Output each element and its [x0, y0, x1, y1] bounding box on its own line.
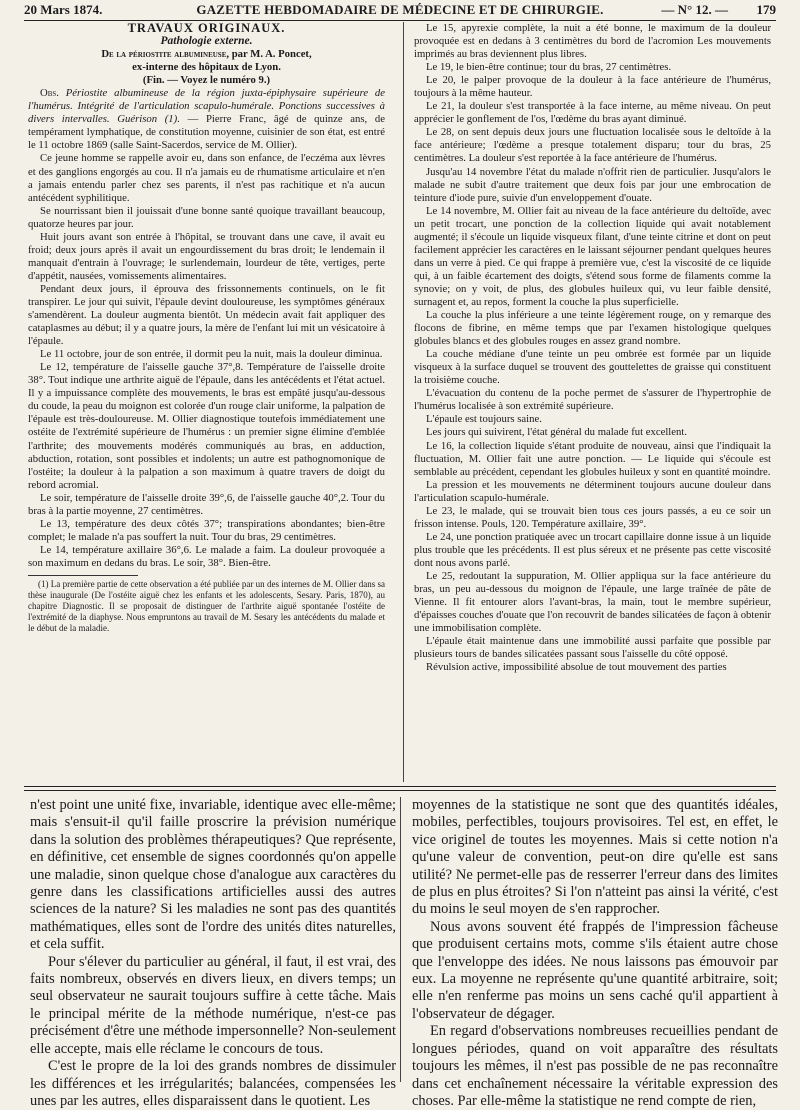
paragraph: Le 13, température des deux côtés 37°; transpirations abondantes; bien-être complet; le malade n'a pas souffert la nuit. Tour du bras, 29 centimètres. [28, 517, 385, 543]
feuilleton-divider [400, 797, 401, 1082]
feuilleton-right-column [412, 797, 778, 1109]
article-author: par M. A. Poncet, [229, 48, 312, 61]
paragraph: Révulsion active, impossibilité absolue de tout mouvement des parties [426, 661, 727, 674]
journal-title: GAZETTE HEBDOMADAIRE DE MÉDECINE ET DE CHIRURGIE. [196, 2, 604, 17]
paragraph: Le 14 novembre, M. Ollier fait au niveau de la face antérieure du deltoïde, avec un petit trocart, une ponction de la collection liquide qui avait notablement augmenté; il s'écoule un liquide visqueux filant, d'une teinte citrine et dont on peut facilement apprécier les caractères en le laissant séjourner pendant quelques heures dans un verre à pied. Ce qui frappe à première vue, c'est la viscosité de ce liquide qui, à un faible écartement des doigts, s'étend sous forme de filaments comme la synovie; on y voit, de plus, des globules huileux qui, vu leur faible densité, surnagent et, au repos, forment la couche la plus superficielle. [414, 204, 771, 308]
paragraph: La pression et les mouvements ne déterminent toujours aucune douleur dans l'articulation scapulo-humérale. [414, 478, 771, 504]
paragraph: Le 23, le malade, qui se trouvait bien tous ces jours passés, a eu ce soir un frisson intense. Pouls, 120. Température axillaire, 39°. [414, 504, 771, 530]
paragraph: n'est point une unité fixe, invariable, identique avec elle-même; mais s'ensuit-il qu'il faille proscrire la prévision numérique dans la solution des problèmes thérapeutiques? Que représente, en définitive, cet ensemble de signes coordonnés qu'on appelle une maladie, sinon quelque chose d'analogue aux caractères du genre dans les classifications artificielles aussi des autres sciences de la nature? Si les maladies ne sont pas des quantités mathématiques, elles sont de l'ordre des unités dites naturelles, et cela suffit. [30, 797, 396, 953]
paragraph: Le 28, on sent depuis deux jours une fluctuation localisée sous le deltoïde à la face antérieure; l'œdème a presque totalement disparu; tour du bras, 25 centimètres. La douleur s'est reportée à la face antérieure de l'humérus. [414, 126, 771, 165]
article-title [28, 48, 385, 61]
paragraph: Nous avons souvent été frappés de l'impression fâcheuse que produisent certains mots, comme s'ils étaient autre chose que l'enveloppe des idées. Ne nous laissons pas émouvoir par eux. La moyenne ne représente qu'une quantité arbitraire, soit; elle n'en renferme pas moins un sens caché qu'il appartient à l'observateur de dégager. [412, 918, 778, 1022]
paragraph: La couche médiane d'une teinte un peu ombrée est formée par un liquide visqueux à la surface duquel se trouvent des gouttelettes de graisse qui constituent la troisième couche. [414, 348, 771, 387]
paragraph: moyennes de la statistique ne sont que des quantités idéales, mobiles, perfectibles, toujours provisoires. Tel est, en effet, le vice originel de toutes les moyennes. Mais si cette notion n'a qu'une valeur de convention, peut-on dire qu'elle est sans utilité? Ne permet-elle pas de resserrer l'erreur dans des limites de plus en plus étroites? Si l'on n'atteint pas ainsi la vérité, c'est du moins le seul moyen de s'en rapprocher. [412, 797, 778, 918]
paragraph: Le 25, redoutant la suppuration, M. Ollier appliqua sur la face antérieure du bras, un peu au-dessous du moignon de l'épaule, une large traînée de pâte de Vienne. Il fit entourer alors l'avant-bras, la main, tout le membre supérieur, d'épaisses couches d'ouate que l'on recouvrit de bandes silicatées de façon à obtenir une immobilisation complète. [414, 569, 771, 635]
article-title-main: De la périostite albumineuse, [101, 48, 230, 61]
author-affiliation: ex-interne des hôpitaux de Lyon. [132, 61, 281, 74]
obs-intro: — Pierre Franc, âgé de quinze ans, de tempérament lymphatique, de constitution moyenne, cuisinier de son état, est entré le 11 octobre 1869 (salle Saint-Sacerdos, service de M. Ollier). [28, 113, 386, 152]
paragraph: Le 19, le bien-être continue; tour du bras, 27 centimètres. [426, 61, 672, 74]
obs-title: Périostite albumineuse de la région juxta-épiphysaire supérieure de l'humérus. Intégrité de l'articulation scapulo-humérale. Ponctions successives à divers intervalles. Guérison (1). [28, 87, 385, 126]
column-divider [403, 22, 404, 782]
paragraph: Le 14, température axillaire 36°,6. Le malade a faim. La douleur provoquée a son maximum en dedans du bras. Le soir, 38°. Bien-être. [28, 543, 385, 569]
paragraph: Se nourrissant bien il jouissait d'une bonne santé quoique travaillant beaucoup, quatorze heures par jour. [28, 204, 385, 230]
paragraph: C'est le propre de la loi des grands nombres de dissimuler les différences et les irrégularités; balancées, compensées les unes par les autres, elles disparaissent dans le quotient. Les [30, 1058, 396, 1109]
paragraph: Le 11 octobre, jour de son entrée, il dormit peu la nuit, mais la douleur diminua. [40, 348, 383, 361]
left-column [28, 22, 385, 784]
paragraph: Pendant deux jours, il éprouva des frissonnements continuels, on le fit transpirer. Le jour qui suivit, l'épaule devint douloureuse, les symptômes généraux s'amendèrent. La douleur augmenta bientôt. Un médecin avait fait appliquer des cataplasmes au début; il y a quatre jours, la mère de l'enfant lui mit un vésicatoire à l'épaule. [28, 282, 385, 348]
paragraph: Les jours qui suivirent, l'état général du malade fut excellent. [426, 426, 688, 439]
paragraph: Huit jours avant son entrée à l'hôpital, se trouvant dans une cave, il avait eu froid; deux jours après il avait un engourdissement du bras droit; le lendemain il manquait d'entrain à l'ouvrage; le surlendemain, lourdeur de tête, vertiges, perte d'appétit, nausées, vomissements alimentaires. [28, 230, 385, 282]
paragraph: Le 24, une ponction pratiquée avec un trocart capillaire donne issue à un liquide plus trouble que les précédents. Il est plus séreux et ne présente pas cette viscosité dont nous avons parlé. [414, 530, 771, 569]
footnote-rule [28, 575, 138, 576]
paragraph: Le 20, le palper provoque de la douleur à la face antérieure de l'humérus, toujours à la même hauteur. [414, 74, 771, 100]
paragraph: Le 16, la collection liquide s'étant produite de nouveau, ainsi que l'indiquait la fluctuation, M. Ollier fait une autre ponction. — Le liquide qui s'écoule est semblable au précédent, cependant les globules huileux y sont en quantité moindre. [414, 439, 771, 478]
paragraph: Le 21, la douleur s'est transportée à la face interne, au même niveau. On peut apprécier le gonflement de l'os, l'œdème du bras ayant diminué. [414, 100, 771, 126]
paragraph: Pour s'élever du particulier au général, il faut, il est vrai, des faits nombreux, observés en divers lieux, en divers temps; un seul observateur ne saurait toujours suffire à cette tâche. Mais le principal mérite de la méthode numérique, n'est-ce pas précisément d'être une méthode impersonnelle? Non-seulement elle accepte, mais elle réclame le concours de tous. [30, 953, 396, 1057]
subsection-title: Pathologie externe. [160, 35, 253, 48]
page-header [24, 0, 776, 21]
paragraph: L'évacuation du contenu de la poche permet de s'assurer de l'hypertrophie de l'humérus localisée à son extrémité supérieure. [414, 387, 771, 413]
page-number: 179 [756, 2, 776, 17]
observation-heading [28, 87, 385, 152]
paragraph: Jusqu'au 14 novembre l'état du malade n'offrit rien de particulier. Jusqu'alors le malade ne subit d'autre traitement que deux fois par jour une embrocation de teinture d'iode pure, suivie d'un enveloppement d'ouate. [414, 165, 771, 204]
continuation-note: (Fin. — Voyez le numéro 9.) [142, 74, 271, 87]
feuilleton-left-column [30, 797, 396, 1109]
paragraph: Ce jeune homme se rappelle avoir eu, dans son enfance, de l'eczéma aux lèvres et des ganglions engorgés au cou. Il n'a jamais eu de rhumatisme articulaire et n'en a jamais entendu parler chez ses parents, il n'est pas rachitique et n'a aucun antécédent syphilitique. [28, 152, 385, 204]
footnote: (1) La première partie de cette observation a été publiée par un des internes de M. Ollier dans sa thèse inaugurale (De l'ostéite aiguë chez les enfants et les adolescents, Sesary. Paris, 1870), au chapitre Diagnostic. Il se proposait de distinguer de l'arthrite aiguë spontanée l'ostéite de l'extrémité de la diaphyse. Nous empruntons au travail de M. Sesary les antécédents du malade et le début de la maladie. [28, 578, 385, 633]
paragraph: Le 12, température de l'aisselle gauche 37°,8. Température de l'aisselle droite 38°. Tout indique une arthrite aiguë de l'épaule, dans les antécédents et l'état actuel. Il y a impuissance complète des mouvements, le bras est empâté jusqu'au-dessous du coude, la peau du moignon est colorée d'un rouge clair uniforme, la palpation de l'épaule est très-douloureuse. M. Ollier diagnostique toutefois immédiatement une ostéite de l'extrémité supérieure de l'humérus : un premier signe élimine d'emblée l'arthrite; des mouvements modérés communiqués au bras, en adduction, abduction, rotation, sont possibles et indolents; un autre est pathognomonique de l'ostéite; la douleur à la palpation a son maximum à quatre travers de doigt du rebord acromial. [28, 361, 385, 491]
issue-number: — N° 12. — [661, 2, 728, 17]
section-rule-thin [24, 790, 776, 791]
paragraph: Le soir, température de l'aisselle droite 39°,6, de l'aisselle gauche 40°,2. Tour du bras à la partie moyenne, 27 centimètres. [28, 491, 385, 517]
section-title: TRAVAUX ORIGINAUX. [127, 21, 286, 35]
paragraph: L'épaule est toujours saine. [426, 413, 542, 426]
issue-date: 20 Mars 1874. [24, 2, 103, 17]
paragraph: La couche la plus inférieure a une teinte légèrement rouge, on y remarque des flocons de fibrine, en même temps que par l'examen histologique quelques globules blancs et des globules rouges en assez grand nombre. [414, 309, 771, 348]
paragraph: Le 15, apyrexie complète, la nuit a été bonne, le maximum de la douleur provoquée est en dedans à 3 centimètres du bord de l'acromion Les mouvements imprimés au bras deviennent plus libres. [414, 22, 771, 61]
paragraph: En regard d'observations nombreuses recueillies pendant de longues périodes, quand on voit apparaître des résultats toujours les mêmes, il n'est pas possible de ne pas reconnaître dans cet enchaînement nécessaire la véritable expression des choses. Par elle-même la statistique ne rend compte de rien, [412, 1023, 778, 1109]
section-rule [24, 786, 776, 787]
paragraph: L'épaule était maintenue dans une immobilité aussi parfaite que possible par plusieurs tours de bandes silicatées passant sous l'aisselle du côté opposé. [414, 635, 771, 661]
right-column [414, 22, 771, 780]
obs-label: Obs. [40, 87, 59, 100]
